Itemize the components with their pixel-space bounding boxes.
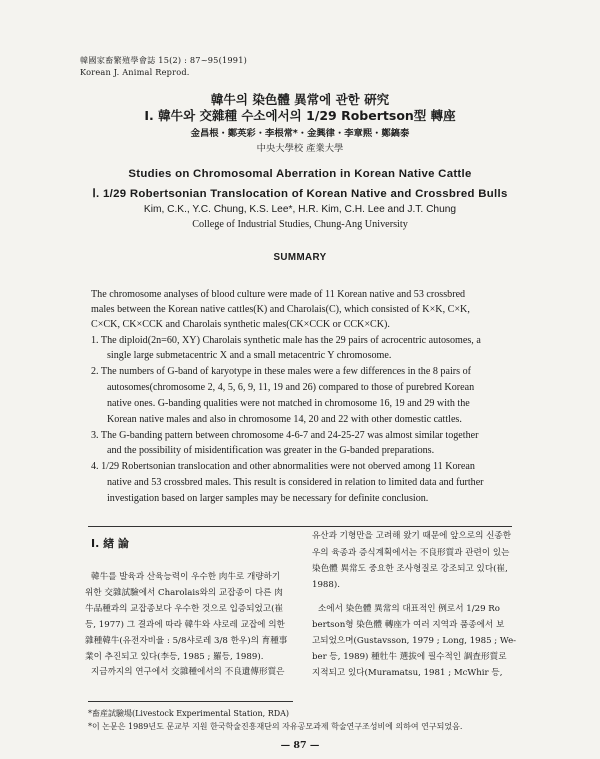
summary-item-2: 2. The numbers of G-band of karyotype in these males were a few differences in the 8 pairs of [91, 366, 471, 377]
page-number: — 87 — [280, 740, 320, 751]
body-line: 등, 1977) 그 결과에 따라 韓牛와 샤로레 교잡에 의한 [85, 620, 285, 630]
summary-line: and the possibility of misidentification was greater in the G-banded preparations. [107, 445, 435, 456]
body-line: 染色體 異常도 중요한 조사형질로 강조되고 있다(崔, [312, 564, 508, 574]
summary-item-4: 4. 1/29 Robertsonian translocation and other abnormalities were not oberved among 11 Korean [91, 461, 475, 472]
summary-line: C×CK, CK×CCK and Charolais synthetic males(CK×CCK or CCK×CK). [91, 319, 390, 330]
body-line: 牛品種과의 교잡종보다 우수한 것으로 입증되었고(崔 [85, 604, 284, 614]
summary-heading: SUMMARY [273, 252, 327, 263]
english-title-line1: Studies on Chromosomal Aberration in Korean Native Cattle [128, 168, 472, 180]
body-line: 소에서 染色體 異常의 대표적인 例로서 1/29 Ro [318, 604, 500, 614]
korean-authors: 金昌根・鄭英彩・李根常*・金興律・李章熙・鄭鎬泰 [190, 128, 410, 139]
summary-line: native and 53 crossbred males. This result is considered in relation to limited data and further [107, 477, 484, 488]
summary-line: investigation based on larger samples may be necessary for definite conclusion. [107, 493, 429, 504]
korean-affiliation: 中央大學校 產業大學 [256, 143, 344, 154]
body-line: 雜種韓牛(유전자비율 : 5/8샤로레 3/8 한우)의 育種事 [85, 636, 288, 646]
journal-name: Korean J. Animal Reprod. [80, 67, 190, 77]
body-line: 유산과 기형만을 고려해 왔기 때문에 앞으로의 신종한 [312, 531, 512, 541]
section-divider [88, 526, 512, 527]
english-authors: Kim, C.K., Y.C. Chung, K.S. Lee*, H.R. Kim, C.H. Lee and J.T. Chung [143, 204, 457, 215]
body-line: 1988). [312, 580, 340, 590]
korean-title-line1: 韓牛의 染色體 異常에 관한 硏究 [210, 92, 390, 107]
summary-line: males between the Korean native cattles(K) and Charolais(C), which consisted of K×K, C×K, [91, 304, 470, 315]
summary-line: autosomes(chromosome 2, 4, 5, 6, 9, 11, 19 and 26) compared to those of purebred Korean [107, 382, 475, 393]
body-line: 위한 交雜試驗에서 Charolais와의 교잡종이 다른 肉 [85, 588, 283, 598]
section-heading-introduction: Ⅰ. 緖 論 [91, 537, 129, 550]
english-title-line2: Ⅰ. 1/29 Robertsonian Translocation of Korean Native and Crossbred Bulls [92, 188, 508, 200]
english-affiliation: College of Industrial Studies, Chung-Ang University [192, 219, 408, 230]
body-line: 지금까지의 연구에서 交雜種에서의 不良遺傳形質은 [91, 667, 285, 677]
body-line: 業이 추진되고 있다(李등, 1985 ; 羅등, 1989). [85, 652, 264, 662]
body-line: 지적되고 있다(Muramatsu, 1981 ; McWhir 등, [312, 668, 503, 678]
footnote-divider [88, 701, 293, 702]
summary-line: Korean native males and also in chromosome 14, 20 and 22 with other domestic cattles. [107, 414, 462, 425]
body-line: 고되었으며(Gustavsson, 1979 ; Long, 1985 ; We- [312, 636, 517, 646]
footnote-affiliation: *畜産試驗場(Livestock Experimental Station, RDA) [88, 709, 290, 718]
body-line: ber 등, 1989) 種牡牛 選拔에 필수적인 調査形質로 [312, 652, 507, 662]
summary-line: The chromosome analyses of blood culture were made of 11 Korean native and 53 crossbred [91, 289, 466, 300]
summary-line: single large submetacentric X and a small metacentric Y chromosome. [107, 350, 392, 361]
journal-citation: 韓國家畜繁殖學會誌 15(2) : 87~95(1991) [80, 55, 247, 65]
body-line: 韓牛를 발육과 산육능력이 우수한 肉牛로 개량하기 [91, 572, 281, 582]
body-line: 우의 육종과 증식계획에서는 不良形質과 관련이 있는 [312, 548, 510, 558]
body-line: bertson형 染色體 轉座가 여러 지역과 품종에서 보 [312, 620, 505, 630]
summary-line: native ones. G-banding qualities were not matched in chromosome 16, 19 and 29 with the [107, 398, 470, 409]
footnote-funding: *이 논문은 1989년도 문교부 지원 한국학술진흥재단의 자유공모과제 학술연구조성비에 의하여 연구되었음. [88, 722, 463, 731]
summary-item-1: 1. The diploid(2n=60, XY) Charolais synthetic male has the 29 pairs of acrocentric autosomes, a [91, 335, 481, 346]
summary-item-3: 3. The G-banding pattern between chromosome 4-6-7 and 24-25-27 was almost similar together [91, 430, 479, 441]
korean-title-line2: Ⅰ. 韓牛와 交雜種 수소에서의 1/29 Robertson型 轉座 [144, 108, 456, 123]
